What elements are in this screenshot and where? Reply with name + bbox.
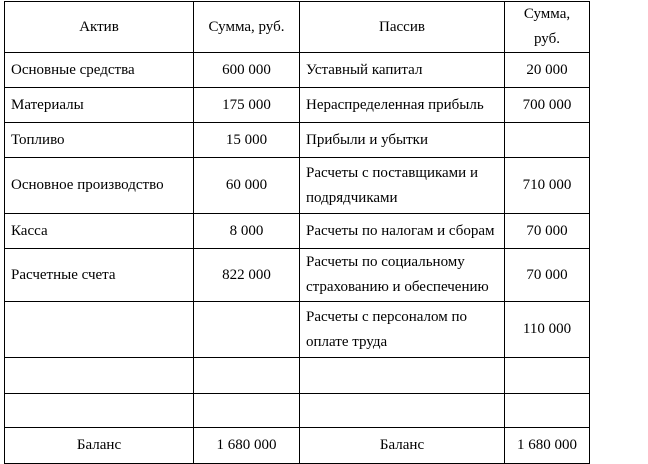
asset-name	[5, 394, 194, 428]
liability-name	[300, 394, 505, 428]
liability-name: Расчеты по налогам и сборам	[300, 214, 505, 249]
asset-name: Материалы	[5, 88, 194, 123]
liability-sum	[505, 394, 590, 428]
asset-sum	[194, 394, 300, 428]
table-row	[5, 302, 590, 358]
liability-name: Расчеты с поставщиками и подрядчиками	[300, 158, 505, 214]
header-liability: Пассив	[300, 2, 505, 53]
table-row	[5, 249, 590, 302]
liability-sum: 70 000	[505, 249, 590, 302]
asset-sum: 60 000	[194, 158, 300, 214]
asset-sum: 15 000	[194, 123, 300, 158]
liability-sum	[505, 123, 590, 158]
asset-total-label: Баланс	[5, 428, 194, 464]
header-asset-sum: Сумма, руб.	[194, 2, 300, 53]
asset-total-sum: 1 680 000	[194, 428, 300, 464]
liability-name: Уставный капитал	[300, 53, 505, 88]
liability-name: Нераспределенная прибыль	[300, 88, 505, 123]
liability-sum: 110 000	[505, 302, 590, 358]
asset-name	[5, 358, 194, 394]
asset-name: Основные средства	[5, 53, 194, 88]
asset-name: Топливо	[5, 123, 194, 158]
table-row	[5, 394, 590, 428]
totals-row	[5, 428, 590, 464]
asset-name	[5, 302, 194, 358]
asset-name: Основное производство	[5, 158, 194, 214]
balance-table	[4, 1, 590, 464]
asset-sum: 8 000	[194, 214, 300, 249]
liability-name	[300, 358, 505, 394]
table-row	[5, 53, 590, 88]
liability-sum: 710 000	[505, 158, 590, 214]
liability-name: Расчеты с персоналом по оплате труда	[300, 302, 505, 358]
table-row	[5, 88, 590, 123]
table-row	[5, 123, 590, 158]
liability-sum: 20 000	[505, 53, 590, 88]
table-row	[5, 214, 590, 249]
liability-total-sum: 1 680 000	[505, 428, 590, 464]
liability-total-label: Баланс	[300, 428, 505, 464]
liability-name: Прибыли и убытки	[300, 123, 505, 158]
liability-sum: 700 000	[505, 88, 590, 123]
asset-name: Расчетные счета	[5, 249, 194, 302]
asset-sum: 175 000	[194, 88, 300, 123]
asset-sum	[194, 302, 300, 358]
liability-name: Расчеты по социальному страхованию и обеспечению	[300, 249, 505, 302]
asset-sum: 600 000	[194, 53, 300, 88]
table-header-row	[5, 2, 590, 53]
balance-sheet	[4, 1, 590, 464]
liability-sum	[505, 358, 590, 394]
asset-sum: 822 000	[194, 249, 300, 302]
header-asset: Актив	[5, 2, 194, 53]
liability-sum: 70 000	[505, 214, 590, 249]
asset-name: Касса	[5, 214, 194, 249]
table-row	[5, 358, 590, 394]
asset-sum	[194, 358, 300, 394]
table-row	[5, 158, 590, 214]
header-liability-sum: Сумма, руб.	[505, 2, 590, 53]
